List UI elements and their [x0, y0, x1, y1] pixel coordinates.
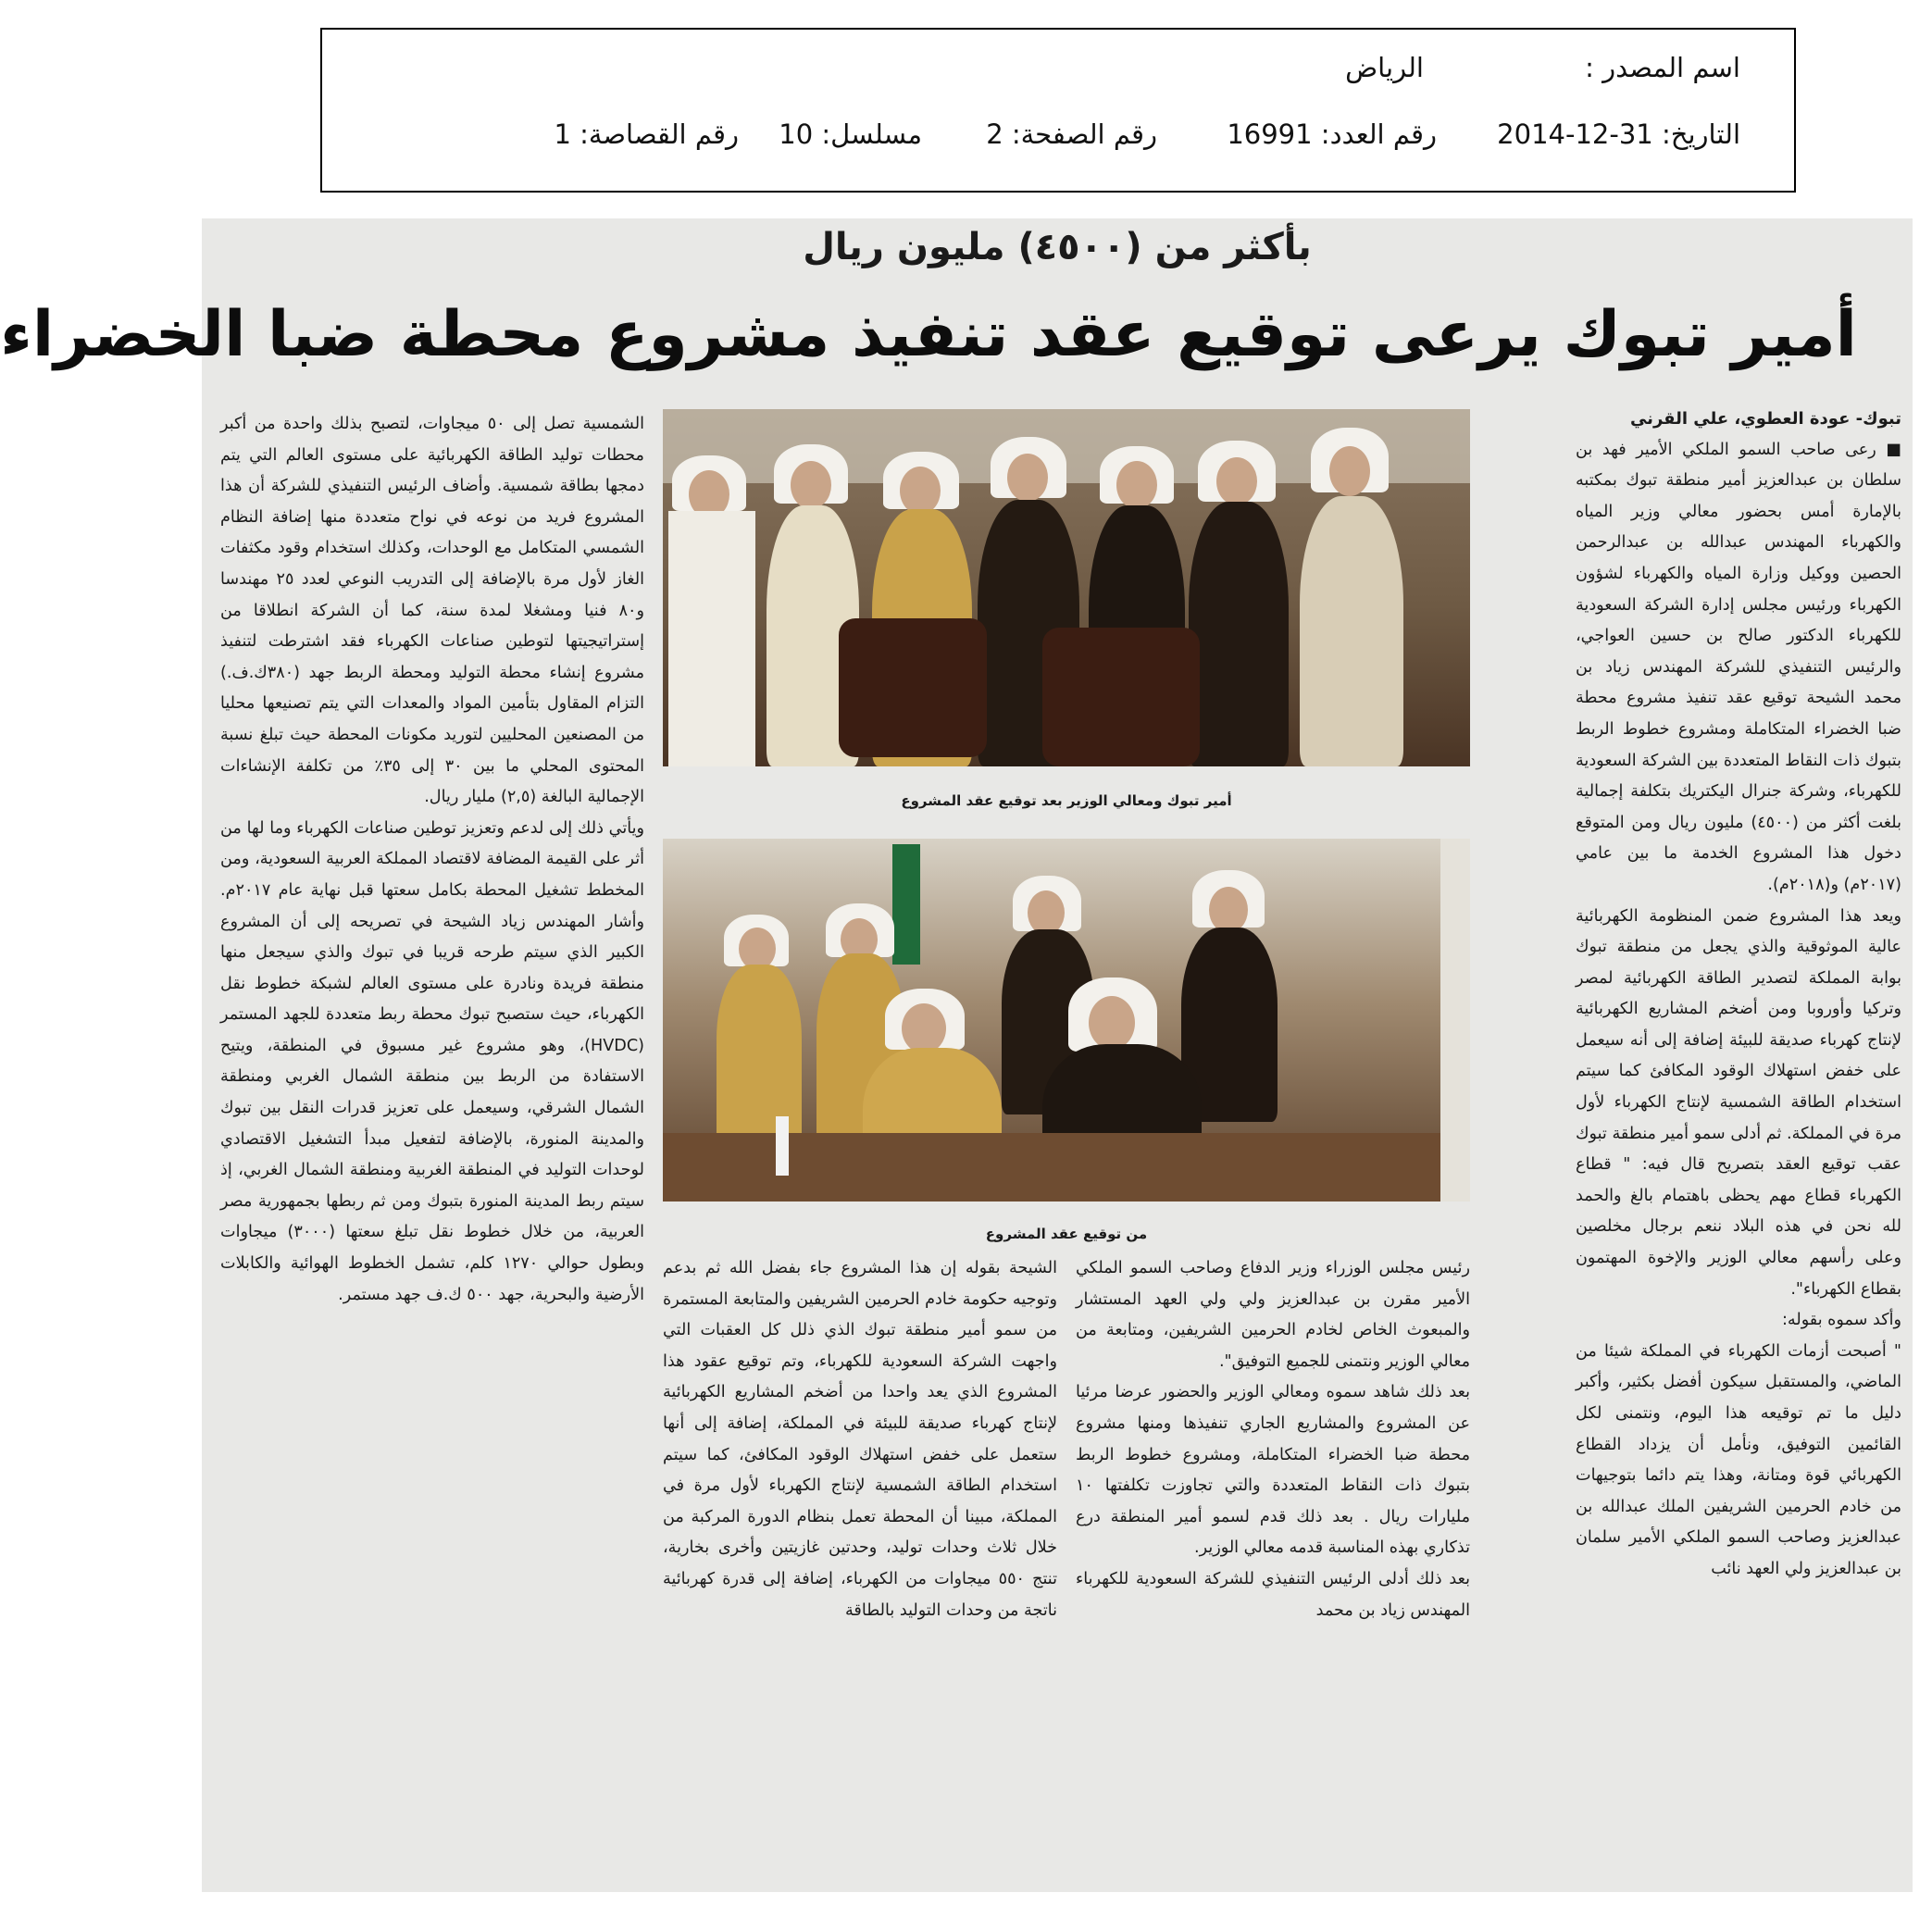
- paragraph: وأكد سموه بقوله:: [1781, 1311, 1901, 1330]
- paragraph: الشيحة بقوله إن هذا المشروع جاء بفضل الله ثم بدعم وتوجيه حكومة خادم الحرمين الشريفين والمتابعة المستمرة من سمو أمير منطقة تبوك الذي ذلل كل العقبات التي واجهت الشركة السعودية للكهرباء، وتم توقيع عقود هذا المشروع الذي يعد واحدا من أضخم المشاريع الكهربائية لإنتاج كهرباء صديقة للبيئة في المملكة، إضافة إلى أنها ستعمل على خفض استهلاك الوقود المكافئ، كما سيتم استخدام الطاقة الشمسية لإنتاج الكهرباء لأول مرة في المملكة، مبينا أن المحطة تعمل بنظام الدورة المركبة من خلال ثلاث وحدات توليد، وحدتين غازيتين وأخرى بخارية، تنتج ٥٥٠ ميجاوات من الكهرباء، إضافة إلى قدرة كهربائية ناتجة من وحدات التوليد بالطاقة: [663, 1259, 1058, 1620]
- newspaper-clipping: [0, 218, 1913, 1892]
- clipping-info-box: [320, 28, 1796, 193]
- photo-caption-bottom: من توقيع عقد المشروع: [985, 1226, 1148, 1242]
- column-left: [220, 409, 644, 1311]
- clip-number-field: رقم القصاصة: 1: [554, 118, 739, 150]
- page-field: رقم الصفحة: 2: [986, 118, 1157, 150]
- date-field: التاريخ: 31-12-2014: [1497, 118, 1740, 150]
- column-middle-left: [663, 1253, 1057, 1626]
- paragraph: ويعد هذا المشروع ضمن المنظومة الكهربائية عالية الموثوقية والذي يجعل من منطقة تبوك بوابة المملكة لتصدير الطاقة الكهربائية لمصر وتركيا وأوروبا ومن أضخم المشاريع الكهربائية لإنتاج كهرباء صديقة للبيئة إضافة إلى أنه سيعمل على خفض استهلاك الوقود المكافئ كما سيتم استخدام الطاقة الشمسية لإنتاج الكهرباء لأول مرة في المملكة. ثم أدلى سمو أمير منطقة تبوك عقب توقيع العقد بتصريح قال فيه: " قطاع الكهرباء قطاع مهم يحظى باهتمام بالغ والحمد لله نحن في هذه البلاد ننعم برجال مخلصين وعلى رأسهم معالي الوزير والإخوة المهتمون بقطاع الكهرباء".: [1576, 906, 1901, 1299]
- paragraph: الشمسية تصل إلى ٥٠ ميجاوات، لتصبح بذلك واحدة من أكبر محطات توليد الطاقة الكهربائية على مستوى العالم التي يتم دمجها بطاقة شمسية. وأضاف الرئيس التنفيذي للشركة أن هذا المشروع فريد من نوعه في نواح متعددة منها إضافة النظام الشمسي المتكامل مع الوحدات، وكذلك استخدام وقود مكثفات الغاز لأول مرة بالإضافة إلى التدريب النوعي لعدد ٢٥ مهندسا و٨٠ فنيا ومشغلا لمدة سنة، كما أن الشركة انطلاقا من إستراتيجيتها لتوطين صناعات الكهرباء فقد اشترطت لتنفيذ مشروع إنشاء محطة التوليد ومحطة الربط جهد (٣٨٠ك.ف.) التزام المقاول بتأمين المواد والمعدات التي يتم تصنيعها محليا من المصنعين المحليين لتوريد مكونات المحطة حيث تبلغ نسبة المحتوى المحلي ما بين ٣٠ إلى ٣٥٪ من تكلفة الإنشاءات الإجمالية البالغة (٢,٥) مليار ريال.: [220, 415, 644, 807]
- paragraph: ■ رعى صاحب السمو الملكي الأمير فهد بن سلطان بن عبدالعزيز أمير منطقة تبوك بمكتبه بالإمارة أمس بحضور معالي وزير المياه والكهرباء المهندس عبدالله بن عبدالرحمن الحصين ووكيل وزارة المياه والكهرباء لشؤون الكهرباء ورئيس مجلس إدارة الشركة السعودية للكهرباء الدكتور صالح بن حسين العواجي، والرئيس التنفيذي للشركة المهندس زياد بن محمد الشيحة توقيع عقد تنفيذ مشروع محطة ضبا الخضراء المتكاملة ومشروع خطوط الربط بتبوك ذات النقاط المتعددة بين الشركة السعودية للكهرباء، وشركة جنرال اليكتريك بتكلفة إجمالية بلغت أكثر من (٤٥٠٠) مليون ريال ومن المتوقع دخول هذا المشروع الخدمة ما بين عامي (٢٠١٧م) و(٢٠١٨م).: [1576, 440, 1901, 894]
- article-kicker: بأكثر من (٤٥٠٠) مليون ريال: [803, 226, 1312, 268]
- photo-officials-standing: [663, 409, 1470, 766]
- source-label: اسم المصدر :: [1585, 52, 1740, 83]
- column-middle-right: [1076, 1253, 1470, 1626]
- paragraph: " أصبحت أزمات الكهرباء في المملكة شيئا من الماضي، والمستقبل سيكون أفضل بكثير، وأكبر دليل ما تم توقيعه هذا اليوم، ونتمنى لكل القائمين التوفيق، ونأمل أن يزداد القطاع الكهربائي قوة ومتانة، وهذا يتم دائما بتوجيهات من خادم الحرمين الشريفين الملك عبدالله بن عبدالعزيز وصاحب السمو الملكي الأمير سلمان بن عبدالعزيز ولي العهد نائب: [1576, 1341, 1901, 1578]
- paragraph: بعد ذلك شاهد سموه ومعالي الوزير والحضور عرضا مرئيا عن المشروع والمشاريع الجاري تنفيذها ومنها مشروع محطة ضبا الخضراء المتكاملة، ومشروع خطوط الربط بتبوك ذات النقاط المتعددة والتي تجاوزت تكلفتها ١٠ مليارات ريال . بعد ذلك قدم لسمو أمير المنطقة درع تذكاري بهذه المناسبة قدمه معالي الوزير.: [1076, 1383, 1470, 1558]
- source-value: الرياض: [1345, 52, 1424, 83]
- column-right: [1576, 404, 1901, 1586]
- photo-caption-top: أمير تبوك ومعالي الوزير بعد توقيع عقد المشروع: [901, 792, 1232, 809]
- paragraph: بعد ذلك أدلى الرئيس التنفيذي للشركة السعودية للكهرباء المهندس زياد بن محمد: [1076, 1569, 1470, 1620]
- article-headline: أمير تبوك يرعى توقيع عقد تنفيذ مشروع محطة ضبا الخضراء: [0, 298, 1857, 371]
- photo-contract-signing: [663, 839, 1470, 1202]
- issue-field: رقم العدد: 16991: [1227, 118, 1437, 150]
- paragraph: ويأتي ذلك إلى لدعم وتعزيز توطين صناعات الكهرباء وما لها من أثر على القيمة المضافة لاقتصاد المملكة العربية السعودية، ومن المخطط تشغيل المحطة بكامل سعتها قبل نهاية عام ٢٠١٧م. وأشار المهندس زياد الشيحة في تصريحه إلى أن المشروع الكبير الذي سيتم طرحه قريبا في تبوك والذي سيجعل منها منطقة فريدة ونادرة على مستوى العالم لشبكة خطوط نقل الكهرباء، حيث ستصبح تبوك محطة ربط متعددة للجهد المستمر (HVDC)، وهو مشروع غير مسبوق في المنطقة، ويتيح الاستفادة من الربط بين منطقة الشمال الغربي ومنطقة الشمال الشرقي، وسيعمل على تعزيز قدرات النقل بين تبوك والمدينة المنورة، بالإضافة لتفعيل مبدأ التشغيل الاقتصادي لوحدات التوليد في المنطقة الغربية ومنطقة الشمال الغربي، إذ سيتم ربط المدينة المنورة بتبوك ومن ثم ربطها بجمهورية مصر العربية، من خلال خطوط نقل تبلغ سعتها (٣٠٠٠) ميجاوات وبطول حوالي ١٢٧٠ كلم، تشمل الخطوط الهوائية والكابلات الأرضية والبحرية، جهد ٥٠٠ ك.ف جهد مستمر.: [220, 818, 644, 1304]
- paragraph: رئيس مجلس الوزراء وزير الدفاع وصاحب السمو الملكي الأمير مقرن بن عبدالعزيز ولي ولي العهد المستشار والمبعوث الخاص لخادم الحرمين الشريفين، ومتابعة من معالي الوزير ونتمنى للجميع التوفيق".: [1076, 1259, 1470, 1371]
- serial-field: مسلسل: 10: [779, 118, 922, 150]
- article-byline: تبوك- عودة العطوي، علي القرني: [1629, 409, 1901, 429]
